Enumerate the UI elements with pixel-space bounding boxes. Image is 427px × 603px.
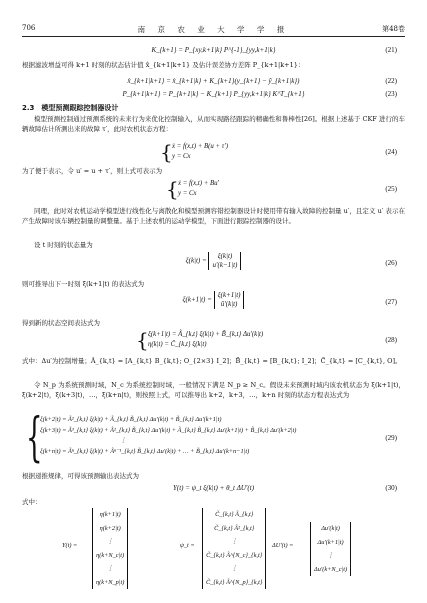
paragraph: 为了便于表示，令 u′ = u + τ′，则上式可表示为 <box>22 167 163 175</box>
matrix-row: C̃_{k,t} Ã²_{k,t} <box>214 524 255 532</box>
equation-line: ξ(k+3|t) = Ã³_{k,t} ξ(k|t) + Ã²_{k,t} B̃_{k,t} Δu′(k|t) + Ã_{k,t} B̃_{k,t} Δu′(k+1|t) + B̃_{k,t} Δu′(k+2|t) <box>40 427 297 434</box>
matrix-row: C̃_{k,t} Ã^{N_p}_{k,t} <box>206 578 263 586</box>
equation-line: y = Cx <box>172 153 191 160</box>
equation-29: { ξ(k+2|t) = Ã²_{k,t} ξ(k|t) + Ã_{k,t} B̃_{k,t} Δu′(k|t) + B̃_{k,t} Δu′(k+1|t) ξ(k+3|t) = Ã³_{k,t} ξ(k|t) + Ã²_{k,t} B̃_{k,t} Δu′(k|t) + Ã_{k,t} B̃_{k,t} Δu′(k+1|t) + B̃_{k,t} Δu′(k+2|t) ⋮ ξ(k+n|t) = Ãⁿ_{k,t} ξ(k|t) + Ãⁿ⁻¹_{k,t} B̃_{k,t} Δu′(k|t) + … + B̃_{k,t} Δu′(k+n−1|t) (29) <box>26 408 397 468</box>
definition-lhs: ΔU′(t) = <box>272 542 294 549</box>
equation-lhs: ξ(k|t) = <box>185 256 207 265</box>
matrix-row: ⋮ <box>231 565 238 572</box>
running-header <box>0 0 427 34</box>
equation-expr: Y(t) = ψ_t ξ(k|t) + θ_t ΔU′(t) <box>172 484 255 492</box>
matrix-row: C̃_{k,t} Ã_{k,t} <box>215 511 254 518</box>
equation-26 <box>0 252 427 276</box>
equation-number: (27) <box>385 298 397 306</box>
paragraph: 则可推导出下一时刻 ξ(k+1|t) 的表达式为 <box>22 280 145 288</box>
matrix-row: Δu′(k+N_c|t) <box>314 565 348 573</box>
equation-expr: K_{k+1} = P_{xy,k+1|k} P^{-1}_{yy,k+1|k} <box>151 46 276 54</box>
matrix-row: ⋮ <box>327 552 334 559</box>
matrix-row: η(k+N_p|t) <box>96 578 125 586</box>
equation-number: (21) <box>385 46 397 54</box>
page-number: 706 <box>22 24 36 32</box>
matrix-row: ξ(k|t) <box>217 252 233 260</box>
equation-line: ξ(k+n|t) = Ãⁿ_{k,t} ξ(k|t) + Ãⁿ⁻¹_{k,t} B̃_{k,t} Δu′(k|t) + … + B̃_{k,t} Δu′(k+n−1|t) <box>40 448 250 455</box>
equation-number: (30) <box>385 484 397 492</box>
psi-matrix <box>202 508 266 589</box>
matrix-row: ⋮ <box>231 538 238 545</box>
equation-line: ⋮ <box>120 437 127 444</box>
paragraph: 式中：Δu′为控制增量；Ã_{k,t} = [A_{k,t} B_{k,t}; O_{2×3} I_2]；B̃_{k,t} = [B_{k,t}; I_2]；C̃_{k,t} = [C_{k,t}, O]。 <box>22 357 402 365</box>
paragraph: 根据滤波增益可得 k+1 时刻的状态估计值 x̂_{k+1|k+1} 及估计误差协方差阵 P_{k+1|k+1}： <box>22 61 305 69</box>
paragraph: 得到新的状态空间表达式为 <box>22 319 100 327</box>
equation-line: ξ(k+2|t) = Ã²_{k,t} ξ(k|t) + Ã_{k,t} B̃_{k,t} Δu′(k|t) + B̃_{k,t} Δu′(k+1|t) <box>40 416 222 423</box>
state-vector <box>214 291 245 309</box>
equation-number: (25) <box>385 185 397 193</box>
paragraph: 令 N_p 为系统预测时域，N_c 为系统控制时域，一般情况下满足 N_p ≥ N_c。假设未来预测时域内该农机状态为 ξ(k+1|t)，ξ(k+2|t)，ξ(k+3|t)，…，ξ(k+n|t)，则按照上式，可以推导出 k+2，k+3，…，k+n 时刻的状态方程表达式为 <box>22 381 405 400</box>
equation-24: { ẋ = f(x,t) + B(u + τ′) y = Cx (24) <box>160 140 397 164</box>
equation-line: y = Cx <box>178 190 197 197</box>
matrix-row: ⋮ <box>107 565 114 572</box>
definition-lhs: Y(t) = <box>62 542 78 549</box>
journal-title: 南 京 农 业 大 学 学 报 <box>137 25 290 34</box>
paragraph: 模型预测控制通过预测系统的未来行为来优化控制输入，从而实现路径跟踪的精确性和鲁棒性[26]。根据上述基于 CKF 进行的车辆故障估计所测出来的故障 τ′，此时农机状态方程： <box>22 115 405 134</box>
equation-number: (22) <box>385 77 397 85</box>
paragraph: 同理，此时对农机运动学模型进行线性化与离散化和模型预测容错控制器设计时使用带有输入故障的控制量 u′，且定义 u′ 表示在产生故障时该车辆控制量的调整量。基于上述农机的运动学模型，下面进行跟踪控制器的设计。 <box>22 207 405 226</box>
matrix-row: η(k+N_c|t) <box>96 551 125 559</box>
equation-line: ẋ = f(x,t) + B(u + τ′) <box>172 143 228 150</box>
equation-number: (24) <box>385 148 397 156</box>
output-vector <box>92 508 128 589</box>
matrix-row: u′(k−1|t) <box>212 261 238 269</box>
equation-number: (28) <box>385 336 397 344</box>
matrix-row: C̃_{k,t} Ã^{N_c}_{k,t} <box>206 551 263 559</box>
equation-line: ẋ = f(x,t) + Bu′ <box>178 180 220 187</box>
equation-27 <box>0 291 427 315</box>
matrix-row: η(k+2|t) <box>99 524 121 532</box>
equation-number: (23) <box>385 90 397 98</box>
matrix-row: Δu′(k+1|t) <box>317 538 344 546</box>
paragraph: 式中： <box>22 498 42 506</box>
equation-line: ξ(k+1|t) = Ã_{k,t} ξ(k|t) + B̃_{k,t} Δu′(k|t) <box>148 331 264 338</box>
equation-lhs: ξ(k+1|t) = <box>182 295 212 304</box>
control-increment-vector <box>310 522 351 576</box>
paragraph: 根据递推规律，可得该预测输出表达式为 <box>22 472 139 480</box>
equation-25: { ẋ = f(x,t) + Bu′ y = Cx (25) <box>166 177 397 201</box>
equation-line: η(k|t) = C̃_{k,t} ξ(k|t) <box>148 341 207 348</box>
matrix-row: Δu′(k|t) <box>321 525 340 532</box>
equation-number: (26) <box>385 259 397 267</box>
paragraph: 设 t 时刻的状态量为 <box>34 241 93 249</box>
header-rule <box>22 36 405 37</box>
matrix-row: ⋮ <box>107 538 114 545</box>
section-heading: 2.3 模型预测跟踪控制器设计 <box>22 104 119 112</box>
definition-block <box>62 508 402 594</box>
state-vector <box>208 252 241 270</box>
matrix-row: ũ′(k|t) <box>220 300 238 308</box>
volume-label: 第48卷 <box>382 25 405 33</box>
equation-28: { ξ(k+1|t) = Ã_{k,t} ξ(k|t) + B̃_{k,t} Δu′(k|t) η(k|t) = C̃_{k,t} ξ(k|t) (28) <box>136 328 397 352</box>
definition-lhs: ψ_t = <box>180 542 195 549</box>
equation-expr: P_{k+1|k+1} = P_{k+1|k} − K_{k+1} P_{yy,k+1|k} K^T_{k+1} <box>122 90 305 98</box>
equation-number: (29) <box>385 434 397 442</box>
matrix-row: ξ(k+1|t) <box>217 291 241 299</box>
matrix-row: η(k+1|t) <box>99 511 121 518</box>
equation-expr: x̂_{k+1|k+1} = x̂_{k+1|k} + K_{k+1}(y_{k+1} − ŷ_{k+1|k}) <box>127 77 300 85</box>
